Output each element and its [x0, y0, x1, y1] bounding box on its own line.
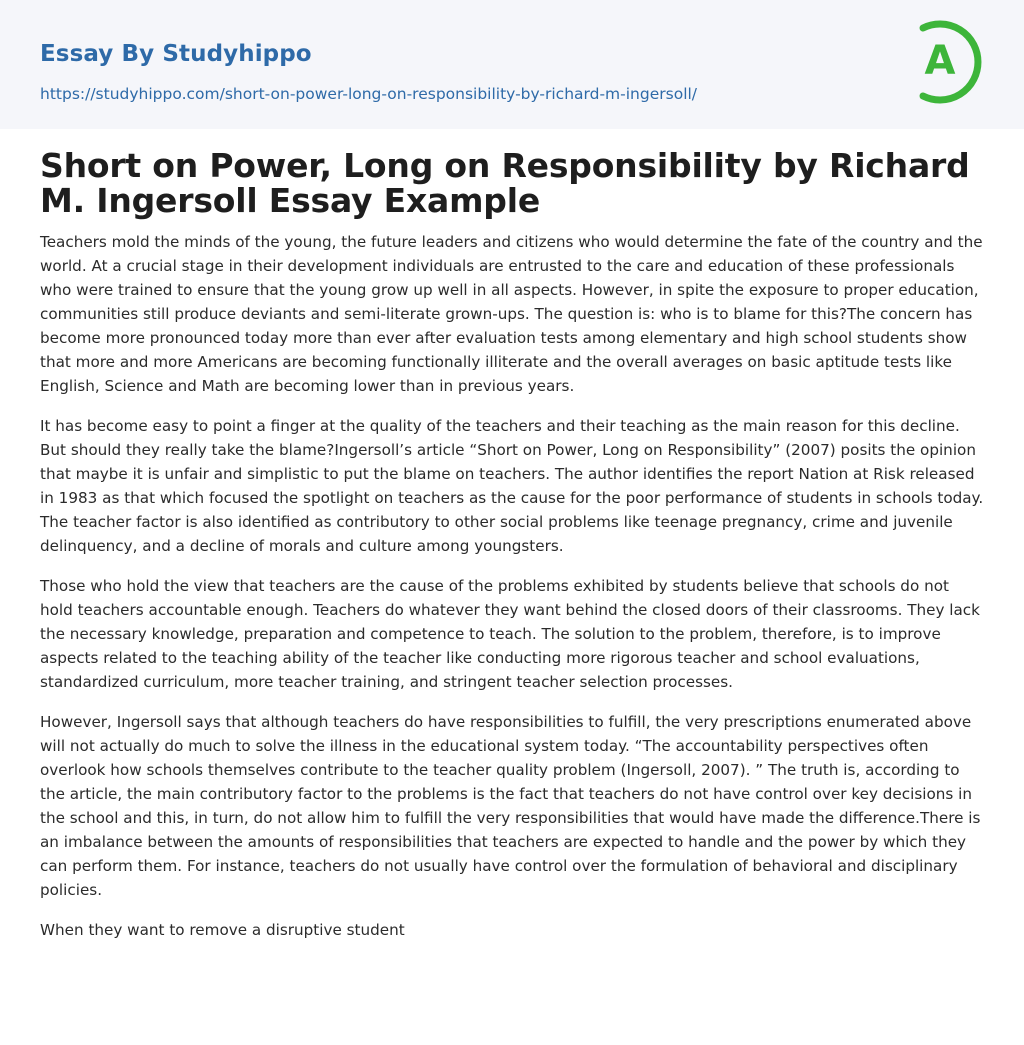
article-paragraph-2: It has become easy to point a finger at the quality of the teachers and their teaching as the main reason for this decline. But should they really take the blame?Ingersoll’s article “Short on Power, Long on Responsibility” (2007) posits the opinion that maybe it is unfair and simplistic to put the blame on teachers. The author identifies the report Nation at Risk released in 1983 as that which focused the spotlight on teachers as the cause for the poor performance of students in schools today. The teacher factor is also identified as contributory to other social problems like teenage pregnancy, crime and juvenile delinquency, and a decline of morals and culture among youngsters. [40, 417, 984, 555]
studyhippo-logo-icon[interactable] [912, 18, 988, 106]
article-paragraph-4: However, Ingersoll says that although teachers do have responsibilities to fulfill, the very prescriptions enumerated above will not actually do much to solve the illness in the educational system today. “The accountability perspectives often overlook how schools themselves contribute to the teacher quality problem (Ingersoll, 2007). ” The truth is, according to the article, the main contributory factor to the problems is the fact that teachers do not have control over key decisions in the school and this, in turn, do not allow him to fulfill the very responsibilities that would have made the difference.There is an imbalance between the amounts of responsibilities that teachers are expected to handle and the power by which they can perform them. For instance, teachers do not usually have control over the formulation of behavioral and disciplinary policies. [40, 713, 981, 899]
page-url-link[interactable]: https://studyhippo.com/short-on-power-long-on-responsibility-by-richard-m-ingersoll/ [40, 85, 698, 103]
logo-letter: A [924, 38, 956, 84]
article-title: Short on Power, Long on Responsibility by Richard M. Ingersoll Essay Example [40, 146, 970, 220]
article [40, 148, 986, 942]
article-paragraph-3: Those who hold the view that teachers are the cause of the problems exhibited by students believe that schools do not hold teachers accountable enough. Teachers do whatever they want behind the closed doors of their classrooms. They lack the necessary knowledge, preparation and competence to teach. The solution to the problem, therefore, is to improve aspects related to the teaching ability of the teacher like conducting more rigorous teacher and school evaluations, standardized curriculum, more teacher training, and stringent teacher selection processes. [40, 577, 980, 691]
article-paragraph-1: Teachers mold the minds of the young, the future leaders and citizens who would determine the fate of the country and the world. At a crucial stage in their development individuals are entrusted to the care and education of these professionals who were trained to ensure that the young grow up well in all aspects. However, in spite the exposure to proper education, communities still produce deviants and semi-literate grown-ups. The question is: who is to blame for this?The concern has become more pronounced today more than ever after evaluation tests among elementary and high school students show that more and more Americans are becoming functionally illiterate and the overall averages on basic aptitude tests like English, Science and Math are becoming lower than in previous years. [40, 233, 983, 395]
site-header [0, 0, 1024, 129]
article-paragraph-5: When they want to remove a disruptive student [40, 921, 405, 939]
site-brand[interactable]: Essay By Studyhippo [40, 41, 312, 67]
